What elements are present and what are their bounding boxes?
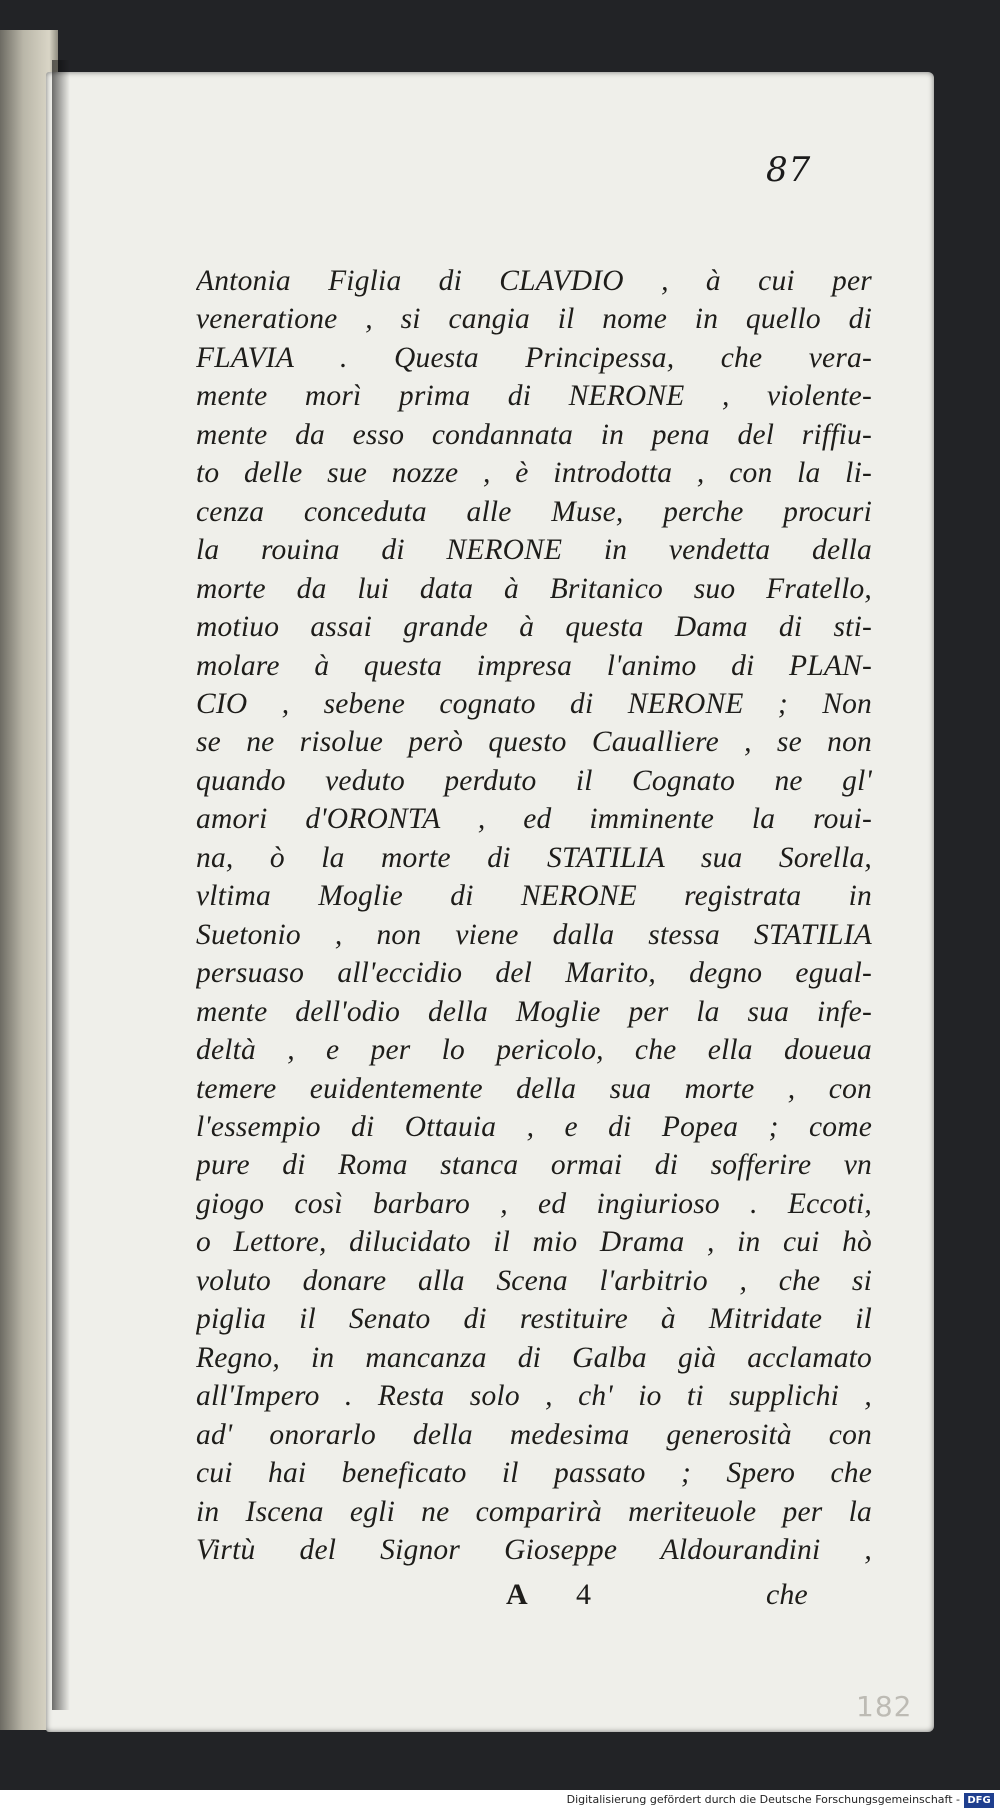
text-line: persuaso all'eccidio del Marito, degno egual- bbox=[196, 957, 872, 990]
text-line: CIO , sebene cognato di NERONE ; Non bbox=[196, 687, 872, 720]
text-line: ad' onorarlo della medesima generosità con bbox=[196, 1418, 872, 1451]
text-line: Antonia Figlia di CLAVDIO , à cui per bbox=[196, 265, 872, 297]
text-line: l'essempio di Ottauia , e di Popea ; come bbox=[196, 1110, 872, 1143]
text-line: piglia il Senato di restituire à Mitridate il bbox=[196, 1303, 872, 1336]
catchword: che bbox=[766, 1578, 808, 1611]
text-line: temere euidentemente della sua morte , con bbox=[196, 1072, 872, 1105]
text-line: in Iscena egli ne comparirà meriteuole per la bbox=[196, 1495, 872, 1528]
text-line: morte da lui data à Britanico suo Fratello, bbox=[196, 572, 872, 605]
text-line: to delle sue nozze , è introdotta , con la li- bbox=[196, 457, 872, 490]
gutter-shadow bbox=[52, 60, 70, 1710]
text-line: o Lettore, dilucidato il mio Drama , in cui hò bbox=[196, 1226, 872, 1259]
library-stamp: 182 bbox=[856, 1690, 913, 1723]
footer-credit: Digitalisierung gefördert durch die Deutsche Forschungsgemeinschaft - bbox=[566, 1793, 960, 1806]
text-line: giogo così barbaro , ed ingiurioso . Eccoti, bbox=[196, 1187, 872, 1220]
signature-letter: A bbox=[506, 1578, 528, 1611]
text-line: FLAVIA . Questa Principessa, che vera- bbox=[196, 341, 872, 374]
text-line: mente da esso condannata in pena del riffiu- bbox=[196, 418, 872, 451]
text-line: deltà , e per lo pericolo, che ella doueua bbox=[196, 1034, 872, 1067]
text-line: cenza conceduta alle Muse, perche procuri bbox=[196, 495, 872, 528]
text-line: voluto donare alla Scena l'arbitrio , che si bbox=[196, 1264, 872, 1297]
footer-bar bbox=[0, 1790, 1000, 1812]
text-line: Regno, in mancanza di Galba già acclamato bbox=[196, 1341, 872, 1374]
dfg-logo: DFG bbox=[964, 1793, 994, 1808]
text-line: cui hai beneficato il passato ; Spero che bbox=[196, 1457, 872, 1490]
document-page bbox=[46, 72, 934, 1732]
text-line: Virtù del Signor Gioseppe Aldourandini , bbox=[196, 1533, 872, 1566]
text-line: amori d'ORONTA , ed imminente la roui- bbox=[196, 803, 872, 836]
text-line: se ne risolue però questo Caualliere , se non bbox=[196, 726, 872, 759]
text-line: pure di Roma stanca ormai di sofferire vn bbox=[196, 1149, 872, 1182]
body-text bbox=[196, 262, 872, 1569]
signature-number: 4 bbox=[576, 1578, 591, 1611]
text-line: mente morì prima di NERONE , violente- bbox=[196, 380, 872, 413]
text-line: la rouina di NERONE in vendetta della bbox=[196, 534, 872, 567]
text-line: Suetonio , non viene dalla stessa STATILIA bbox=[196, 918, 872, 951]
text-line: vltima Moglie di NERONE registrata in bbox=[196, 880, 872, 913]
text-line: veneratione , si cangia il nome in quello di bbox=[196, 303, 872, 336]
text-line: na, ò la morte di STATILIA sua Sorella, bbox=[196, 841, 872, 874]
text-line: mente dell'odio della Moglie per la sua infe- bbox=[196, 995, 872, 1028]
page-number: 87 bbox=[766, 150, 812, 190]
text-line: molare à questa impresa l'animo di PLAN- bbox=[196, 649, 872, 682]
text-line: quando veduto perduto il Cognato ne gl' bbox=[196, 764, 872, 797]
text-line: all'Impero . Resta solo , ch' io ti supplichi , bbox=[196, 1380, 872, 1413]
text-line: motiuo assai grande à questa Dama di sti- bbox=[196, 611, 872, 644]
